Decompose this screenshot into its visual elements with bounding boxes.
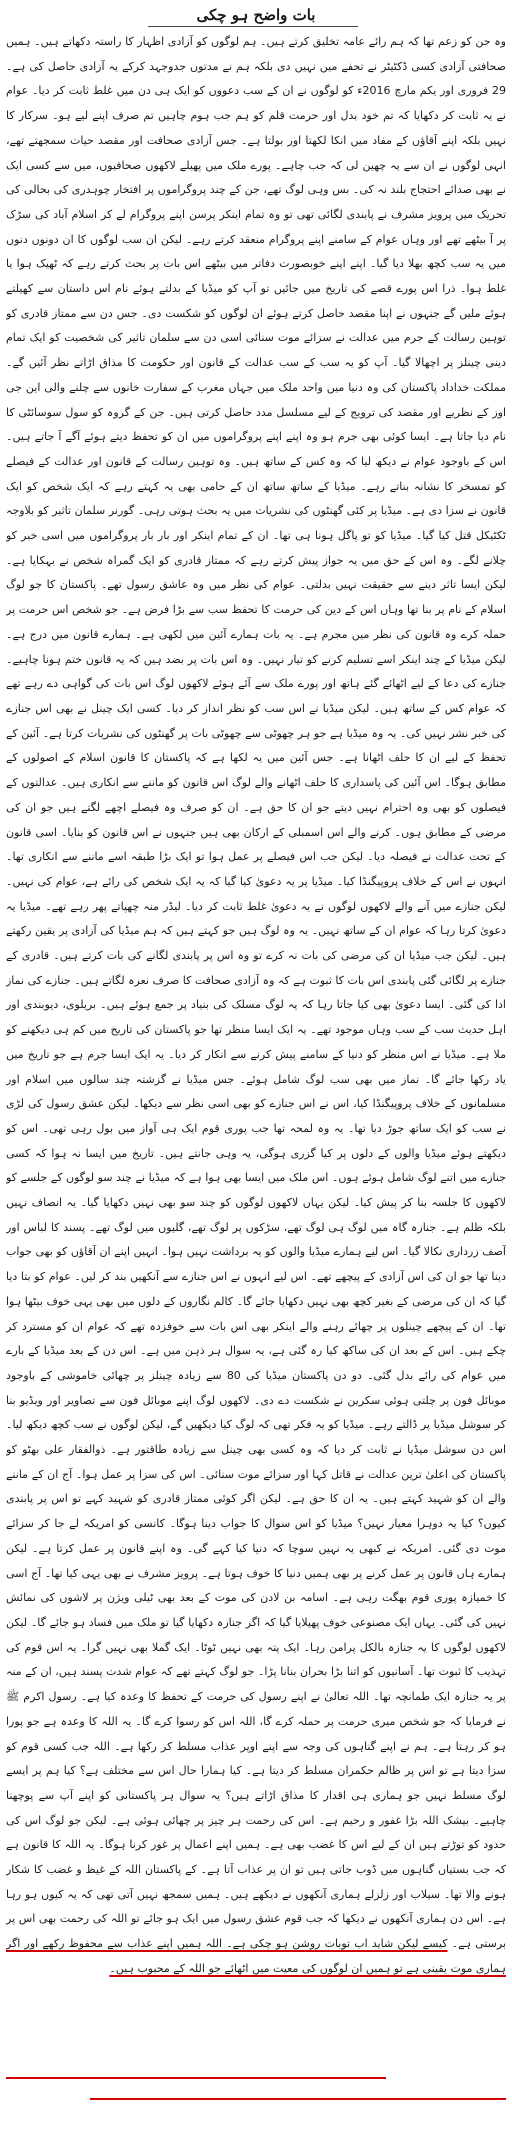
red-underline [6, 2077, 386, 2079]
article-closing: کیسے لیکن شاید اب توبات روشن ہو چکی ہے۔ اللہ ہمیں اپنے عذاب سے محفوظ رکھے اور اگر ہماری موت یقینی ہے تو ہمیں ان لوگوں کی معیت میں اٹھائے جو اللہ کے محبوب ہیں۔ [6, 1937, 506, 1975]
article-paragraph: دو دن پاکستان میڈیا کی 80 سے زیادہ چینلز پر چھائی خاموشی کے باوجود موبائل فون پر چلتی ہوئی سکرین نے شکست دے دی۔ لاکھوں لوگ اپنے موبائل فون سے تصاویر اور ویڈیو بنا کر سوشل میڈیا پر ڈالتے رہے۔ میڈیا کو یہ فکر تھی کہ لوگ کیا دیکھیں گے، لیکن لوگوں نے سب کچھ دیکھ لیا۔ اس دن سوشل میڈیا نے ثابت کر دیا کہ وہ کسی بھی چینل سے زیادہ طاقتور ہے۔ [6, 1368, 506, 1457]
article-paragraph: پورے ملک میں پھیلے لاکھوں صحافیوں، میں سے کسی ایک نے بھی صدائے احتجاج بلند نہ کی۔ بس وہی لوگ تھے، جن کے چند پروگراموں پر افتخار چوہدری کی بحالی کی تحریک میں پرویز مشرف نے پابندی لگائی تھی تو وہ تمام اینکر پرسن اپنے پروگرام لے کر اسلام آباد کی سڑک پر آ بیٹھے تھے اور وہاں عوام کے سامنے اپنے پروگرام منعقد کرتے رہے۔ لیکن ان سب لوگوں کا ان دونوں دنوں میں یہ سب کچھ بھلا دیا گیا۔ اپنے اپنے خوبصورت دفاتر میں بیٹھے اس بات پر بحث کرتے رہے کہ ٹھیک ہوا یا غلط ہوا۔ ذرا اس پورے قصے کی تاریخ میں جائیں تو آپ کو میڈیا کے بدلتے ہوئے نام اس داستان سے کھیلتے ہوئے ملیں گے جنہوں نے اپنا مقصد حاصل کرتے ہوئے ان لوگوں کو شکست دی۔ [6, 158, 506, 320]
article-paragraph: گورنر سلمان تاثیر کو بلاوجہ ٹکٹیکل قتل کیا گیا۔ میڈیا کو تو پاگل ہونا ہی تھا۔ ان کے تمام اینکر اور بار بار پروگراموں میں اسی خبر کو چلانے لگے۔ وہ اس کے حق میں یہ جواز پیش کرتے رہے کہ ممتاز قادری کو ایک گمراہ شخص نے بہکایا ہے۔ لیکن ایسا تاثر دینے سے حقیقت نہیں بدلتی۔ عوام کی نظر میں وہ عاشق رسول تھے۔ [6, 504, 506, 592]
article-paragraph: کانسی کو امریکہ لے جا کر سزائے موت دی گئی۔ امریکہ نے کبھی یہ نہیں سوچا کہ دنیا کیا کہے گی۔ وہ اپنے قانون پر عمل کرتا ہے۔ لیکن ہمارے ہاں قانون پر عمل کرنے پر بھی ہمیں دنیا کا خوف ہوتا ہے۔ پرویز مشرف نے بھی یہی کیا تھا۔ آج اسی کا خمیازہ پوری قوم بھگت رہی ہے۔ [6, 1517, 506, 1605]
article-paragraph: پسند کا لباس اور آصف زرداری نکالا گیا۔ اس لیے ہمارے میڈیا والوں کو یہ برداشت نہیں ہوا۔ انہیں اپنے ان آقاؤں کو بھی جواب دینا تھا جو ان کی اس آزادی کے پیچھے تھے۔ اس لیے انہوں نے اس جنازے سے آنکھیں بند کر لیں۔ عوام کو بتا دیا گیا کہ ان کی مرضی کے بغیر کچھ بھی نہیں دکھایا جائے گا۔ [6, 1220, 506, 1308]
article-title: بات واضح ہو چکی [196, 6, 316, 24]
article-paragraph: جنازے کی نماز ادا کی گئی۔ ایسا دعویٰ بھی کیا جاتا رہا کہ یہ لوگ مسلک کی بنیاد پر جمع ہوئے ہیں۔ بریلوی، دیوبندی اور اہل حدیث سب کے سب وہاں موجود تھے۔ یہ ایک ایسا منظر تھا جو پاکستان کی تاریخ میں کم ہی دیکھنے کو ملا ہے۔ میڈیا نے اس منظر کو دنیا کے سامنے پیش کرنے سے انکار کر دیا۔ یہ ایک ایسا جرم ہے جو تاریخ میں یاد رکھا جائے گا۔ [6, 973, 506, 1086]
article-paragraph: تاریخ میں ایسا نہ ہوا کہ کسی جنازے میں اتنے لوگ شامل ہوئے ہوں۔ اس ملک میں ایسا بھی ہوا ہے کہ میڈیا نے چند سو لوگوں کے جلسے کو لاکھوں کا جلسہ بنا کر پیش کیا۔ لیکن یہاں لاکھوں لوگوں کو چند سو بھی نہیں دکھایا گیا۔ یہ انصاف نہیں بلکہ ظلم ہے۔ جنازہ گاہ میں لوگ ہی لوگ تھے، سڑکوں پر لوگ تھے، گلیوں میں لوگ تھے۔ [6, 1146, 506, 1234]
article-paragraph: کے پاکستان اللہ کے غیظ و غضب کا شکار ہونے والا تھا۔ سیلاب اور زلزلے ہماری آنکھوں نے دیکھے ہیں۔ ہمیں سمجھ نہیں آتی تھی کہ یہ کیوں ہو رہا ہے۔ اس دن ہماری آنکھوں نے دیکھا کہ جب قوم عشق رسول میں ایک ہو جائے تو اللہ کی رحمت بھی اس پر برستی ہے۔ [6, 1863, 506, 1951]
article-paragraph: جس دن سے ممتاز قادری کو توہین رسالت کے جرم میں عدالت نے سزائے موت سنائی اسی دن سے سلمان تاثیر کی شخصیت کو ایک تمام دینی چینلز پر اچھالا گیا۔ آپ کو یہ سب کے سب عدالت کے قانون اور حکومت کا مذاق اڑاتے نظر آئیں گے۔ مملکت خداداد پاکستان کی وہ دنیا میں واحد ملک میں جہاں مغرب کے سفارت خانوں سے چلنے والی این جی اوز کے نظریے اور مقصد کی ترویج کے لیے مسلسل مدد حاصل کرتی ہیں۔ جن کے گروہ کو سول سوسائٹی کا نام دیا جاتا ہے۔ [6, 306, 506, 444]
article-paragraph: ذوالفقار علی بھٹو کو پاکستان کی اعلیٰ ترین عدالت نے قاتل کہا اور سزائے موت سنائی۔ اس کی سزا پر عمل ہوا۔ آج ان کے ماننے والے ان کو شہید کہتے ہیں۔ یہ ان کا حق ہے۔ لیکن اگر کوئی ممتاز قادری کو شہید کہے تو اس پر پابندی کیوں؟ کیا یہ دوہرا معیار نہیں؟ میڈیا کو اس سوال کا جواب دینا ہوگا۔ [6, 1443, 506, 1531]
article-paragraph: آئین کے تحفظ کے لیے ان کا حلف اٹھانا ہے۔ جس آئین میں یہ لکھا ہے کہ پاکستان کا قانون اسلام کے اصولوں کے مطابق ہوگا۔ اس آئین کی پاسداری کا حلف اٹھانے والے لوگ اس قانون کو ماننے سے انکاری ہیں۔ عدالتوں کے فیصلوں کو بھی وہ احترام نہیں دیتے جو ان کا حق ہے۔ ان کو صرف وہ فیصلے اچھے لگتے ہیں جو ان کی مرضی کے مطابق ہوں۔ [6, 726, 506, 839]
article-paragraph: آسانیوں کو اتنا بڑا بحران بنانا پڑا۔ جو لوگ کہتے تھے کہ عوام شدت پسند ہیں، ان کے منہ پر یہ جنازہ ایک طمانچہ تھا۔ اللہ تعالیٰ نے اپنے رسول کی حرمت کے تحفظ کا وعدہ کیا ہے۔ رسول اکرم ﷺ نے فرمایا کہ جو شخص میری حرمت پر حملہ کرے گا، اللہ اس کو رسوا کرے گا۔ یہ اللہ کا وعدہ ہے جو پورا ہو کر رہتا ہے۔ [6, 1665, 506, 1753]
article-paragraph: وہ جن کو زعم تھا کہ ہم رائے عامہ تخلیق کرتے ہیں۔ ہم لوگوں کو آزادی اظہار کا راستہ دکھاتے ہیں۔ ہمیں صحافتی آزادی کسی ڈکٹیٹر نے تحفے میں نہیں دی بلکہ ہم نے مدتوں جدوجہد کرکے یہ آزادی حاصل کی ہے۔ 29 فروری اور یکم مارچ 2016ء کو لوگوں نے ان کے سب دعووں کو ایک ہی دن میں غلط ثابت کر دیا۔ عوام نے یہ ثابت کر دکھایا کہ تم خود بدل اور حرمت قلم کو ہم جب ہوم چاہیں تم صرف اپنے لیے ہو۔ سرکار کا نہیں بلکہ اپنے آقاؤں کے مفاد میں انکا لکھتا اور بولتا ہے۔ جس آزادی صحافت اور مقصد حیات سمجھتے تھے، انہی لوگوں نے ان سے یہ چھین لی کہ جب چاہے۔ [6, 35, 506, 172]
article-paragraph: جنازے کی دعا کے لیے اٹھائے گئے ہاتھ اور پورے ملک سے آئے ہوئے لاکھوں لوگ اس بات کی گواہی دے رہے تھے کہ عوام کس کے ساتھ ہیں۔ لیکن میڈیا نے اس سب کو نظر انداز کر دیا۔ کسی ایک چینل نے بھی اس جنازے کی خبر نشر نہیں کی۔ یہ وہ میڈیا ہے جو ہر چھوٹی سے چھوٹی بات پر گھنٹوں کی نشریات کرتا ہے۔ [6, 677, 506, 740]
article-body [6, 30, 506, 2125]
article-paragraph: پاکستان کا جو لوگ اسلام کے نام پر بنا تھا وہاں اس کے دین کی حرمت کا تحفظ سب سے بڑا فرض ہے۔ جو شخص اس حرمت پر حملہ کرے وہ قانون کی نظر میں مجرم ہے۔ یہ بات ہمارے آئین میں لکھی ہے۔ ہمارے قانون میں درج ہے۔ لیکن میڈیا کے چند اینکر اسے تسلیم کرنے کو تیار نہیں۔ وہ اس بات پر بضد ہیں کہ یہ قانون ختم ہونا چاہیے۔ [6, 578, 506, 666]
article-paragraph: لیڈر منہ چھپاتے پھر رہے تھے۔ میڈیا یہ دعویٰ کرتا رہا کہ عوام ان کے ساتھ نہیں۔ یہ وہ لوگ ہیں جو کہتے ہیں کہ ہم میڈیا کی آزادی پر یقین رکھتے ہیں۔ لیکن جب میڈیا ان کی مرضی کی بات نہ کرے تو وہ اس پر پابندی لگانے کی بات کرتے ہیں۔ قادری کے جنازے پر لگائی گئی پابندی اس بات کا ثبوت ہے کہ وہ آزادی صحافت کا صرف نعرہ لگاتے ہیں۔ [6, 899, 506, 987]
article-paragraph: اسامہ بن لادن کی موت کے بعد بھی ٹیلی ویژن پر لاشوں کی نمائش نہیں کی گئی۔ یہاں ایک مصنوعی خوف پھیلایا گیا کہ اگر جنازہ دکھایا گیا تو ملک میں فساد ہو جائے گا۔ لیکن لاکھوں لوگوں کا یہ جنازہ بالکل پرامن رہا۔ ایک پتہ بھی نہیں ٹوٹا۔ ایک گملا بھی نہیں گرا۔ یہ اس قوم کی تہذیب کا ثبوت تھا۔ [6, 1591, 506, 1679]
title-underline [148, 26, 358, 27]
article-paragraph: بیشک اللہ بڑا غفور و رحیم ہے۔ اس کی رحمت ہر چیز پر چھائی ہوئی ہے۔ لیکن جو لوگ اس کی حدود کو توڑتے ہیں ان کے لیے اس کا غضب بھی ہے۔ ہمیں اپنے اعمال پر غور کرنا ہوگا۔ یہ اللہ کا قانون ہے کہ جب بستیاں گناہوں میں ڈوب جاتی ہیں تو ان پر عذاب آتا ہے۔ [6, 1813, 506, 1877]
article-paragraph: ہم نے اپنے گناہوں کی وجہ سے اپنے اوپر عذاب مسلط کر رکھا ہے۔ اللہ جب کسی قوم کو سزا دیتا ہے تو اس پر ظالم حکمران مسلط کر دیتا ہے۔ کیا ہمارا حال اس سے مختلف ہے؟ کیا ہم پر ایسے لوگ مسلط نہیں جو ہماری ہی اقدار کا مذاق اڑاتے ہیں؟ یہ سوال ہر پاکستانی کو اپنے آپ سے پوچھنا چاہیے۔ [6, 1739, 506, 1827]
article-paragraph: کالم نگاروں کے دلوں میں بھی یہی خوف بیٹھا ہوا تھا۔ ان کے پیچھے چینلوں پر چھائے رہنے والے اینکر بھی اس بات سے خوفزدہ تھے کہ عوام ان کو مسترد کر چکے ہیں۔ اس کے بعد ان کی ساکھ کیا رہ گئی ہے، یہ سوال ہر ذہن میں ہے۔ اس دن کے بعد میڈیا کے بارے میں عوام کی رائے بدل گئی۔ [6, 1294, 506, 1382]
article-paragraph: ایسا کوئی بھی جرم ہو وہ اپنے اپنے پروگراموں میں ان کو تحفظ دیتے ہوئے آگے آ جاتے ہیں۔ اس کے باوجود عوام نے دیکھ لیا کہ وہ کس کے ساتھ ہیں۔ وہ توہین رسالت کے قانون اور عدالت کے فیصلے کو تمسخر کا نشانہ بناتے رہے۔ میڈیا کے ساتھ ساتھ ان کے حامی بھی یہ کہتے رہے کہ ایک شخص کو ایک قانون نے سزا دی ہے۔ میڈیا پر کئی گھنٹوں کی نشریات میں یہ بحث ہوتی رہی۔ [6, 430, 506, 518]
article-paragraph: نماز میں بھی سب لوگ شامل ہوئے۔ جس میڈیا نے گزشتہ چند سالوں میں اسلام اور مسلمانوں کے خلاف پروپیگنڈا کیا، اس نے اس جنازے کو بھی اسی نظر سے دیکھا۔ لیکن عشق رسول کی لڑی نے سب کو ایک ساتھ جوڑ دیا تھا۔ یہ وہ لمحہ تھا جب پوری قوم ایک ہی آواز میں بول رہی تھی۔ اس کو دیکھتے ہوئے میڈیا والوں کے دلوں پر کیا گزری ہوگی، یہ وہی جانتے ہیں۔ [6, 1072, 506, 1160]
red-underline [90, 2098, 506, 2100]
article-paragraph: کرنے والے اس اسمبلی کے ارکان بھی ہیں جنہوں نے اس قانون کو بنایا۔ اسی قانون کے تحت عدالت نے فیصلہ دیا۔ لیکن جب اس فیصلے پر عمل ہوا تو ایک بڑا طبقہ اسے ماننے سے انکاری تھا۔ انہوں نے اس کے خلاف پروپیگنڈا کیا۔ میڈیا پر یہ دعویٰ کیا گیا کہ یہ ایک شخص کی رائے ہے، عوام کی نہیں۔ لیکن جنازے میں آنے والے لاکھوں لوگوں نے یہ دعویٰ غلط ثابت کر دیا۔ [6, 825, 506, 913]
